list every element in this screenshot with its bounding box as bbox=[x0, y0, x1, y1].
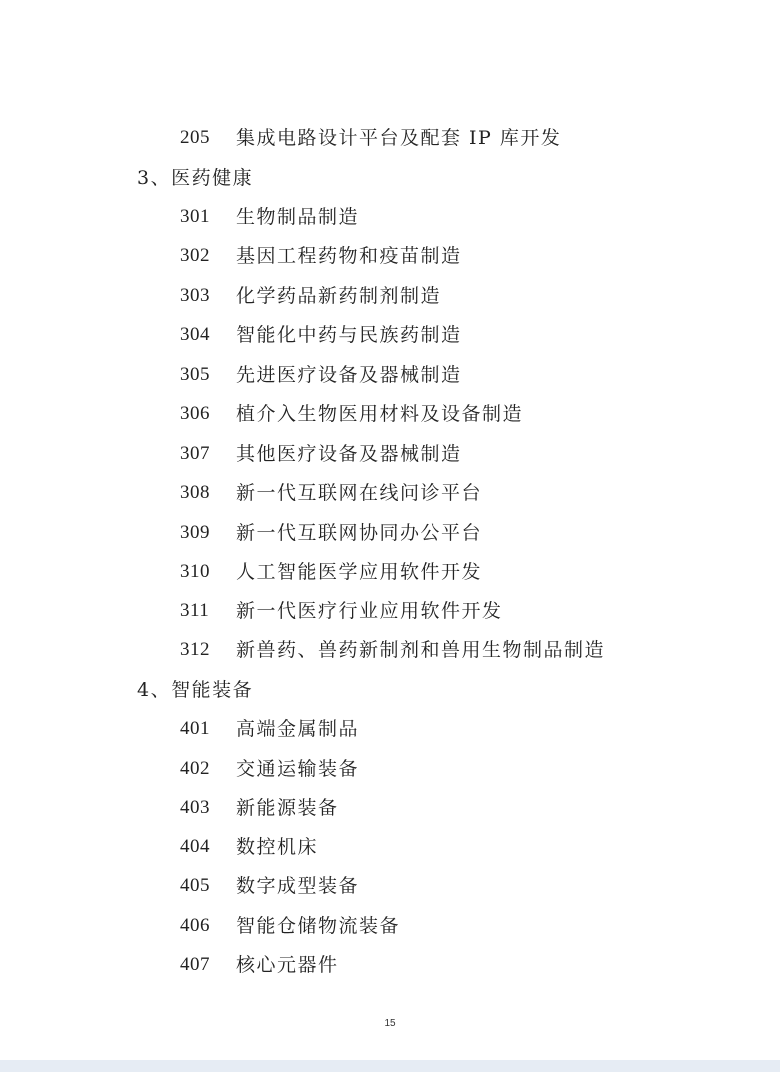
item-code: 302 bbox=[180, 245, 210, 266]
item-code: 305 bbox=[180, 364, 210, 385]
item-code: 301 bbox=[180, 206, 210, 227]
item-code: 404 bbox=[180, 836, 210, 857]
item-code: 407 bbox=[180, 954, 210, 975]
item-code: 306 bbox=[180, 403, 210, 424]
item-label: 高端金属制品 bbox=[236, 718, 360, 740]
item-label: 新能源装备 bbox=[236, 797, 339, 819]
item-label: 基因工程药物和疫苗制造 bbox=[236, 245, 462, 267]
item-label: 核心元器件 bbox=[236, 954, 339, 976]
item-label: 新兽药、兽药新制剂和兽用生物制品制造 bbox=[236, 639, 606, 661]
item-label: 人工智能医学应用软件开发 bbox=[236, 561, 483, 583]
page-number: 15 bbox=[384, 1018, 396, 1029]
item-code: 303 bbox=[180, 285, 210, 306]
item-code: 401 bbox=[180, 718, 210, 739]
item-code: 405 bbox=[180, 875, 210, 896]
item-label: 新一代互联网在线问诊平台 bbox=[236, 482, 483, 504]
item-label: 数控机床 bbox=[236, 836, 319, 858]
item-label: 植介入生物医用材料及设备制造 bbox=[236, 403, 524, 425]
item-label: 集成电路设计平台及配套 IP 库开发 bbox=[236, 127, 562, 149]
item-code: 312 bbox=[180, 639, 210, 660]
section-heading-text: 3、医药健康 bbox=[137, 167, 254, 189]
item-label: 化学药品新药制剂制造 bbox=[236, 285, 442, 307]
item-code: 311 bbox=[180, 600, 210, 621]
item-label: 其他医疗设备及器械制造 bbox=[236, 443, 462, 465]
item-label: 新一代互联网协同办公平台 bbox=[236, 522, 483, 544]
item-code: 205 bbox=[180, 127, 210, 148]
item-label: 智能仓储物流装备 bbox=[236, 915, 401, 937]
item-code: 309 bbox=[180, 522, 210, 543]
section-heading-text: 4、智能装备 bbox=[137, 679, 254, 701]
item-code: 402 bbox=[180, 758, 210, 779]
item-label: 生物制品制造 bbox=[236, 206, 360, 228]
item-code: 406 bbox=[180, 915, 210, 936]
item-code: 403 bbox=[180, 797, 210, 818]
item-label: 数字成型装备 bbox=[236, 875, 360, 897]
item-code: 310 bbox=[180, 561, 210, 582]
item-code: 308 bbox=[180, 482, 210, 503]
item-label: 交通运输装备 bbox=[236, 758, 360, 780]
item-label: 新一代医疗行业应用软件开发 bbox=[236, 600, 503, 622]
item-label: 智能化中药与民族药制造 bbox=[236, 324, 462, 346]
item-code: 304 bbox=[180, 324, 210, 345]
viewer-bottom-band bbox=[0, 1060, 780, 1072]
item-code: 307 bbox=[180, 443, 210, 464]
item-label: 先进医疗设备及器械制造 bbox=[236, 364, 462, 386]
